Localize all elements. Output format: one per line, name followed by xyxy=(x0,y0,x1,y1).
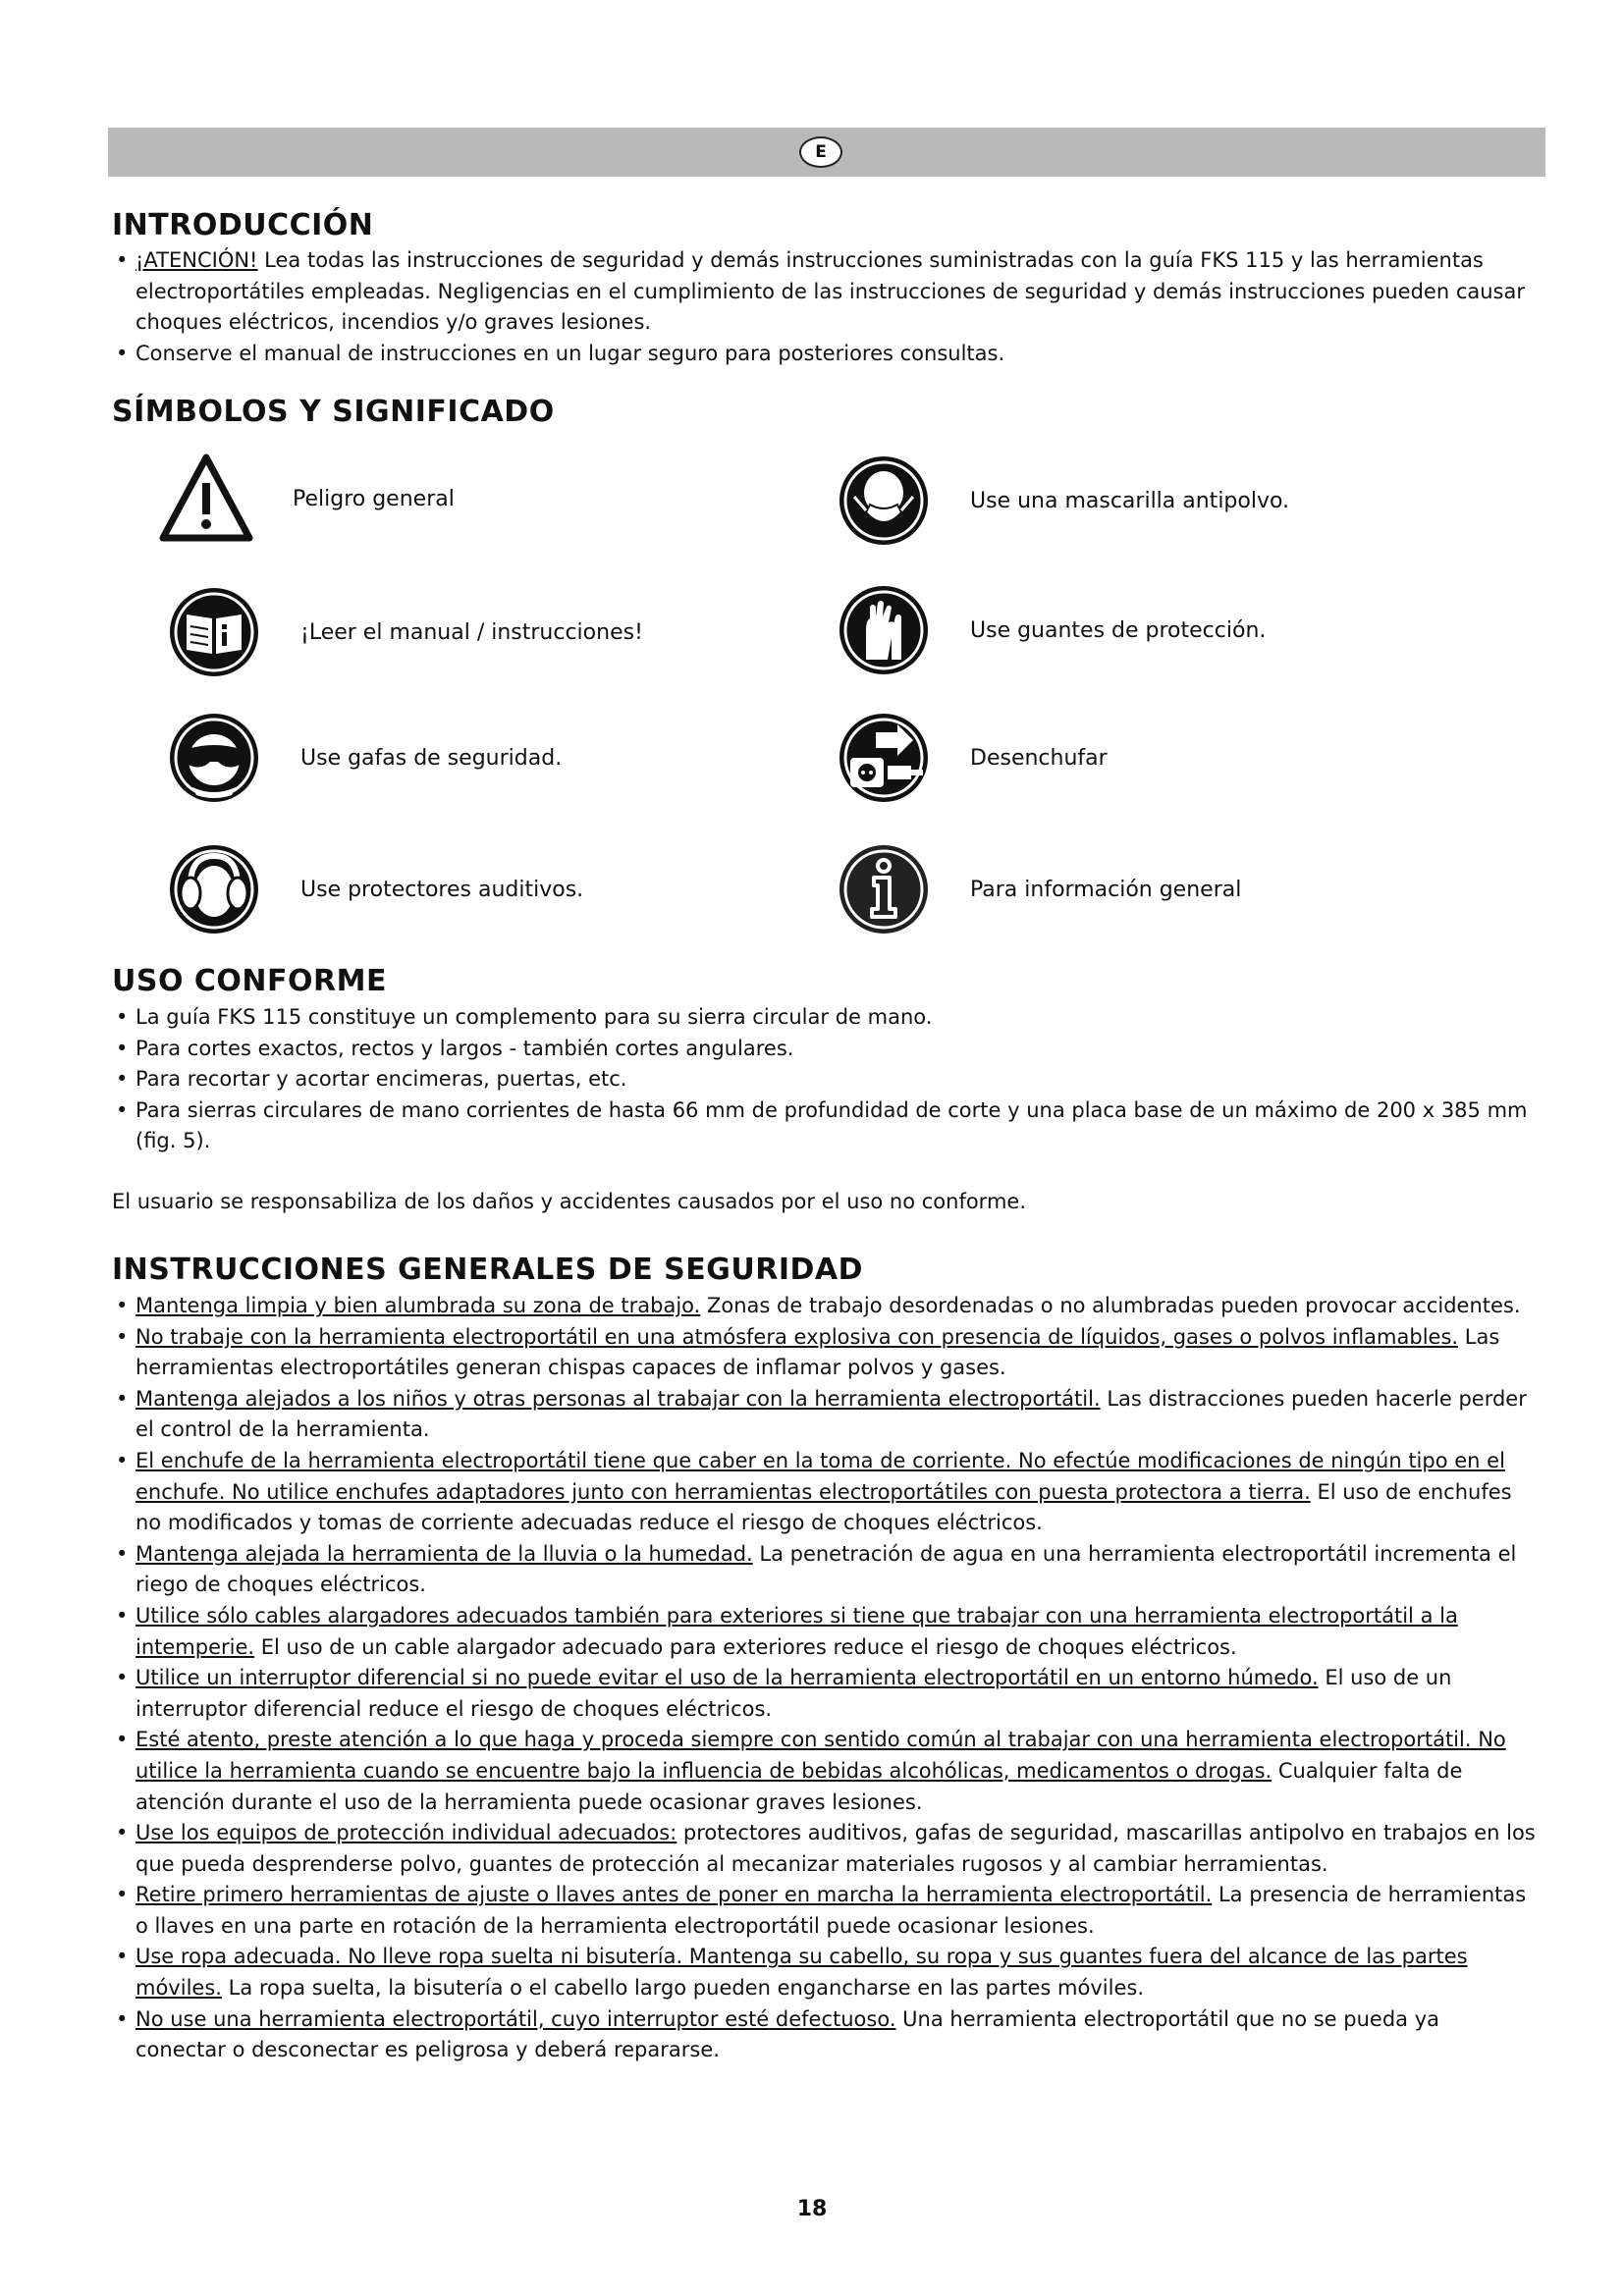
warning-triangle-icon xyxy=(159,452,253,546)
symbol-ear-protection: Use protectores auditivos. xyxy=(167,842,583,936)
symbol-unplug: Desenchufar xyxy=(837,711,1108,805)
gloves-icon xyxy=(837,583,931,677)
list-item: • Para sierras circulares de mano corrientes de hasta 66 mm de profundidad de corte y una placa base de un máximo de 200 x 385 mm (fig. 5). xyxy=(112,1095,1536,1157)
uso-list xyxy=(112,1002,1536,1157)
list-item: • Mantenga alejada la herramienta de la lluvia o la humedad. La penetración de agua en una herramienta electroportátil incrementa el riego de choques eléctricos. xyxy=(112,1539,1536,1601)
symbol-info: Para información general xyxy=(837,842,1241,936)
page-number: 18 xyxy=(796,2197,828,2221)
info-icon xyxy=(837,842,931,936)
uso-title: USO CONFORME xyxy=(112,964,387,998)
symbol-dust-mask: Use una mascarilla antipolvo. xyxy=(837,454,1289,548)
symbols-title: SÍMBOLOS Y SIGNIFICADO xyxy=(112,395,555,429)
ear-protection-icon xyxy=(167,842,261,936)
list-item: • La guía FKS 115 constituye un complemento para su sierra circular de mano. xyxy=(112,1002,1536,1034)
intro-title: INTRODUCCIÓN xyxy=(112,208,374,242)
list-item: • Utilice sólo cables alargadores adecuados también para exteriores si tiene que trabajar con una herramienta electroportátil a la intemperie. El uso de un cable alargador adecuado para exteriores reduce el riesgo de choques eléctricos. xyxy=(112,1601,1536,1663)
symbol-safety-goggles: Use gafas de seguridad. xyxy=(167,711,562,805)
list-item: • Utilice un interruptor diferencial si no puede evitar el uso de la herramienta electroportátil en un entorno húmedo. El uso de un interruptor diferencial reduce el riesgo de choques eléctricos. xyxy=(112,1663,1536,1725)
list-item: • ¡ATENCIÓN! Lea todas las instrucciones de seguridad y demás instrucciones suministradas con la guía FKS 115 y las herramientas electroportátiles empleadas. Negligencias en el cumplimiento de las instrucciones de seguridad y demás instrucciones pueden causar choques eléctricos, incendios y/o graves lesiones. xyxy=(112,245,1536,339)
intro-list xyxy=(112,245,1536,369)
list-item: • No trabaje con la herramienta electroportátil en una atmósfera explosiva con presencia de líquidos, gases o polvos inflamables. Las herramientas electroportátiles generan chispas capaces de inflamar polvos y gases. xyxy=(112,1322,1536,1384)
uso-note: El usuario se responsabiliza de los daños y accidentes causados por el uso no conforme. xyxy=(112,1190,1027,1213)
list-item: • Use los equipos de protección individual adecuados: protectores auditivos, gafas de seguridad, mascarillas antipolvo en trabajos en los que pueda desprenderse polvo, guantes de protección al mecanizar materiales rugosos y al cambiar herramientas. xyxy=(112,1818,1536,1880)
list-item: • Retire primero herramientas de ajuste o llaves antes de poner en marcha la herramienta electroportátil. La presencia de herramientas o llaves en una parte en rotación de la herramienta electroportátil puede ocasionar lesiones. xyxy=(112,1880,1536,1942)
safety-title: INSTRUCCIONES GENERALES DE SEGURIDAD xyxy=(112,1253,864,1287)
list-item: • Use ropa adecuada. No lleve ropa suelta ni bisutería. Mantenga su cabello, su ropa y sus guantes fuera del alcance de las partes móviles. La ropa suelta, la bisutería o el cabello largo pueden engancharse en las partes móviles. xyxy=(112,1942,1536,2003)
language-badge: E xyxy=(799,136,842,168)
list-item: • Conserve el manual de instrucciones en un lugar seguro para posteriores consultas. xyxy=(112,339,1536,370)
list-item: • Para cortes exactos, rectos y largos - también cortes angulares. xyxy=(112,1034,1536,1065)
safety-goggles-icon xyxy=(167,711,261,805)
list-item: • Esté atento, preste atención a lo que haga y proceda siempre con sentido común al trabajar con una herramienta electroportátil. No utilice la herramienta cuando se encuentre bajo la influencia de bebidas alcohólicas, medicamentos o drogas. Cualquier falta de atención durante el uso de la herramienta puede ocasionar graves lesiones. xyxy=(112,1725,1536,1818)
safety-list xyxy=(112,1291,1536,2066)
dust-mask-icon xyxy=(837,454,931,548)
list-item: • Para recortar y acortar encimeras, puertas, etc. xyxy=(112,1064,1536,1095)
unplug-icon xyxy=(837,711,931,805)
list-item: • No use una herramienta electroportátil, cuyo interruptor esté defectuoso. Una herramienta electroportátil que no se pueda ya conectar o desconectar es peligrosa y deberá repararse. xyxy=(112,2004,1536,2066)
list-item: • El enchufe de la herramienta electroportátil tiene que caber en la toma de corriente. No efectúe modificaciones de ningún tipo en el enchufe. No utilice enchufes adaptadores junto con herramientas electroportátiles con puesta protectora a tierra. El uso de enchufes no modificados y tomas de corriente adecuadas reduce el riesgo de choques eléctricos. xyxy=(112,1446,1536,1539)
read-manual-icon xyxy=(167,585,261,679)
list-item: • Mantenga alejados a los niños y otras personas al trabajar con la herramienta electroportátil. Las distracciones pueden hacerle perder el control de la herramienta. xyxy=(112,1384,1536,1446)
list-item: • Mantenga limpia y bien alumbrada su zona de trabajo. Zonas de trabajo desordenadas o no alumbradas pueden provocar accidentes. xyxy=(112,1291,1536,1322)
symbol-read-manual: ¡Leer el manual / instrucciones! xyxy=(167,585,643,679)
symbol-gloves: Use guantes de protección. xyxy=(837,583,1266,677)
symbol-general-danger: Peligro general xyxy=(159,452,455,546)
